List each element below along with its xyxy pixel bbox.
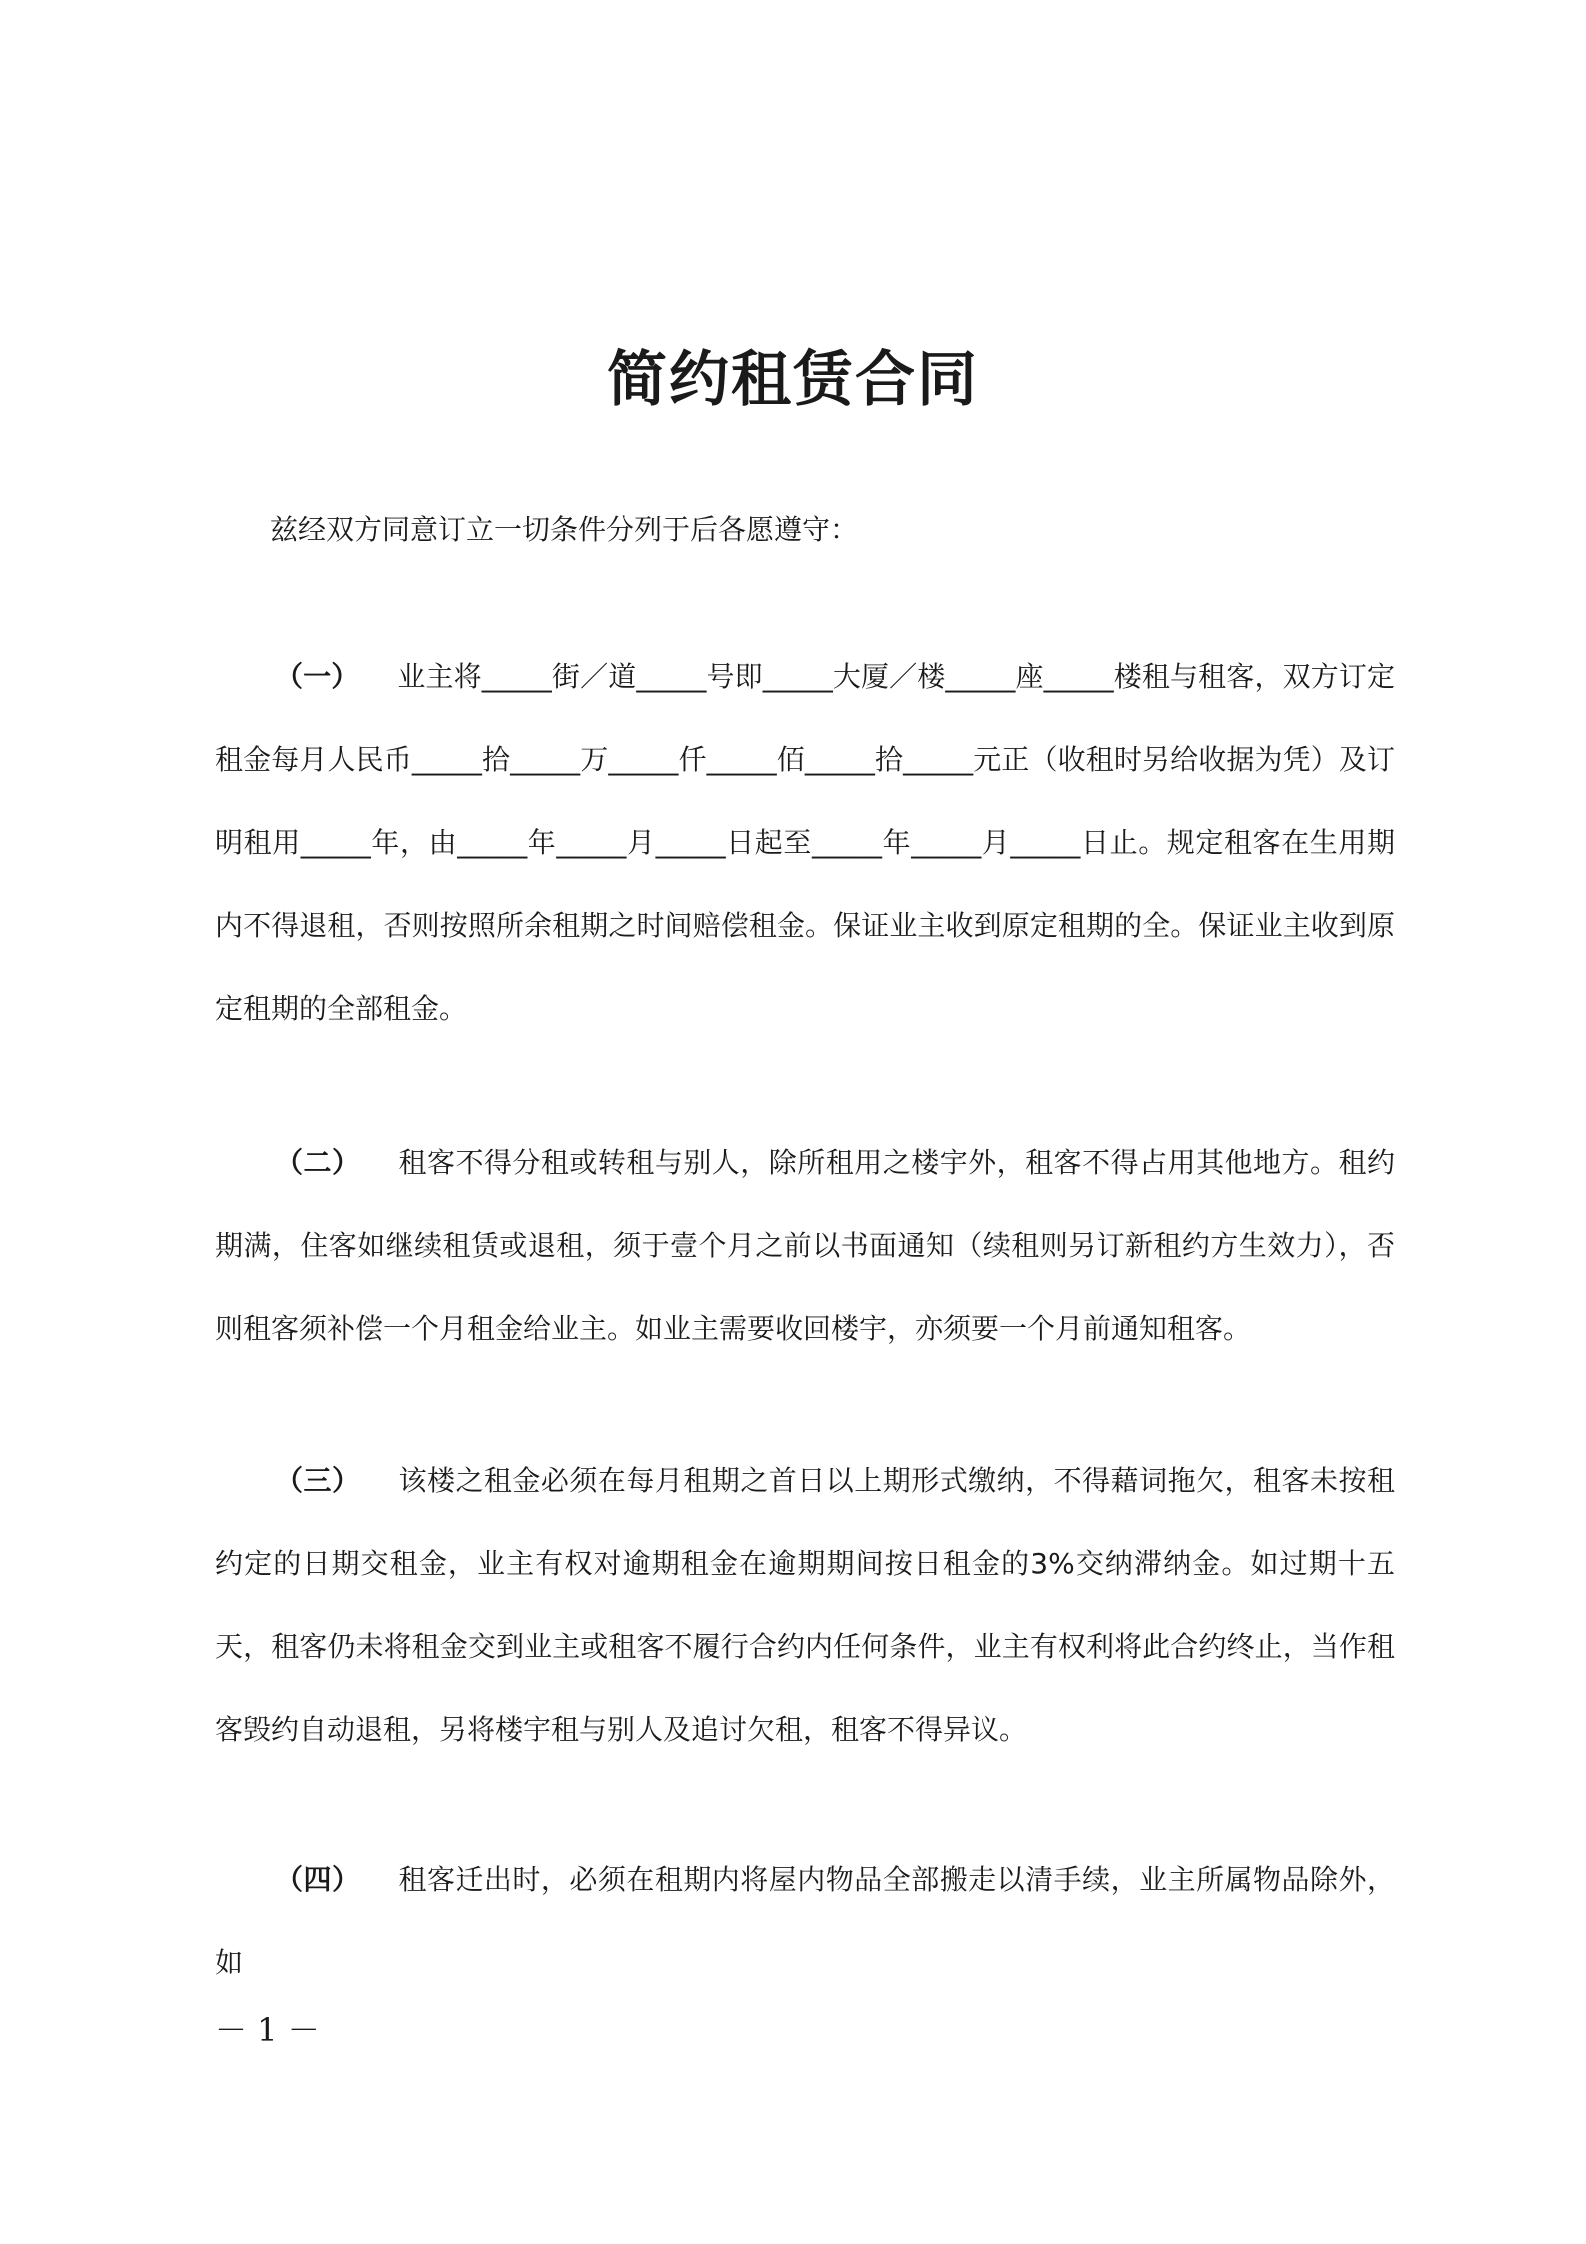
clause-1-text: 业主将_____街／道_____号即_____大厦／楼_____座_____楼租与租客，双方订定租金每月人民币_____拾_____万_____仟_____佰_____拾_____元正（收租时另给收据为凭）及订明租用_____年，由_____年_____月_____日起至_____年_____月_____日止。规定租客在生用期内不得退租，否则按照所余租期之时间赔偿租金。保证业主收到原定租期的全。保证业主收到原定租期的全部租金。 [215, 660, 1395, 1025]
clause-2-text: 租客不得分租或转租与别人，除所租用之楼宇外，租客不得占用其他地方。租约期满，住客如继续租赁或退租，须于壹个月之前以书面通知（续租则另订新租约方生效力），否则租客须补偿一个月租金给业主。如业主需要收回楼宇，亦须要一个月前通知租客。 [215, 1146, 1395, 1345]
clause-4-text: 租客迁出时，必须在租期内将屋内物品全部搬走以清手续，业主所属物品除外，如 [215, 1863, 1395, 1979]
clause-1 [215, 635, 1395, 1050]
clause-1-number: （一） [275, 660, 360, 693]
clause-4 [215, 1838, 1395, 2004]
clause-2 [215, 1121, 1395, 1370]
clause-3 [215, 1439, 1395, 1771]
clause-4-number: （四） [275, 1863, 361, 1896]
clause-2-number: （二） [275, 1146, 361, 1179]
intro-paragraph: 兹经双方同意订立一切条件分列于后各愿遵守： [270, 513, 859, 546]
page-number: － 1 － [215, 2011, 320, 2049]
clause-3-text: 该楼之租金必须在每月租期之首日以上期形式缴纳，不得藉词拖欠，租客未按租约定的日期交租金，业主有权对逾期租金在逾期期间按日租金的3%交纳滞纳金。如过期十五天，租客仍未将租金交到业主或租客不履行合约内任何条件，业主有权利将此合约终止，当作租客毁约自动退租，另将楼宇租与别人及追讨欠租，租客不得异议。 [215, 1464, 1395, 1746]
clause-3-number: （三） [275, 1464, 361, 1497]
document-title: 简约租赁合同 [607, 345, 979, 415]
